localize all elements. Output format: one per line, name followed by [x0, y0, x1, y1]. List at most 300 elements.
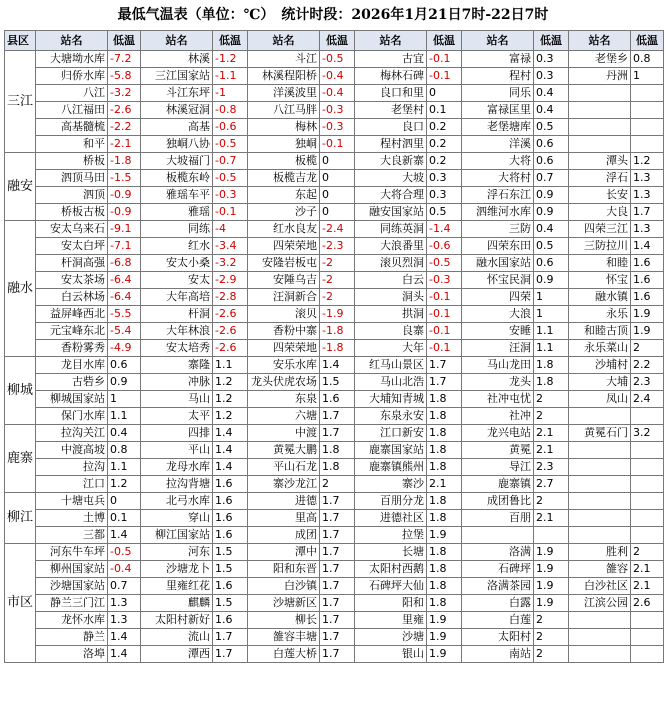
- station-name-cell: 沙埔村: [569, 357, 631, 374]
- station-name-cell: 江口: [36, 476, 108, 493]
- min-temp-cell: -1.1: [213, 68, 248, 85]
- table-row: [5, 391, 664, 408]
- min-temp-cell: -2.6: [213, 323, 248, 340]
- station-name-cell: 桥板: [36, 153, 108, 170]
- station-name-cell: 老堡塘库: [462, 119, 534, 136]
- station-name-cell: 拉沟背塘: [141, 476, 213, 493]
- min-temp-cell: -2.3: [320, 238, 355, 255]
- station-name-cell: 三江国家站: [141, 68, 213, 85]
- min-temp-cell: 1.8: [427, 425, 462, 442]
- min-temp-cell: [534, 527, 569, 544]
- station-name-cell: 东起: [248, 187, 320, 204]
- station-name-cell: 柳江国家站: [141, 527, 213, 544]
- min-temp-cell: 0.3: [427, 187, 462, 204]
- station-name-cell: 龙头: [462, 374, 534, 391]
- station-name-cell: 板榄东岭: [141, 170, 213, 187]
- table-row: [5, 442, 664, 459]
- min-temp-cell: 1.7: [320, 510, 355, 527]
- station-name-cell: 泗顶马田: [36, 170, 108, 187]
- min-temp-cell: 0: [320, 170, 355, 187]
- station-name-cell: 静兰: [36, 629, 108, 646]
- station-name-cell: 中渡高坡: [36, 442, 108, 459]
- station-name-cell: 汪洞: [462, 340, 534, 357]
- min-temp-cell: 1.5: [213, 544, 248, 561]
- min-temp-cell: 1.8: [534, 357, 569, 374]
- min-temp-cell: 0: [320, 153, 355, 170]
- min-temp-cell: -2.8: [213, 289, 248, 306]
- min-temp-cell: 0: [320, 187, 355, 204]
- header-station: 站名: [141, 31, 213, 51]
- min-temp-cell: 1.3: [631, 221, 664, 238]
- station-name-cell: 怀宝: [569, 272, 631, 289]
- min-temp-cell: 1.8: [427, 595, 462, 612]
- min-temp-cell: 1.9: [427, 612, 462, 629]
- station-name-cell: 拱洞: [355, 306, 427, 323]
- station-name-cell: 同乐: [462, 85, 534, 102]
- min-temp-cell: -5.8: [108, 68, 141, 85]
- station-name-cell: 大埔: [569, 374, 631, 391]
- min-temp-cell: 2: [320, 476, 355, 493]
- min-temp-cell: 0.6: [534, 255, 569, 272]
- station-name-cell: 沙塘新区: [248, 595, 320, 612]
- station-name-cell: 马山: [141, 391, 213, 408]
- station-name-cell: 河东: [141, 544, 213, 561]
- station-name-cell: 南站: [462, 646, 534, 663]
- min-temp-cell: 1.8: [427, 561, 462, 578]
- min-temp-cell: -1.2: [213, 51, 248, 68]
- min-temp-cell: 1.3: [631, 170, 664, 187]
- station-name-cell: 香粉中寨: [248, 323, 320, 340]
- min-temp-cell: 0.9: [534, 204, 569, 221]
- min-temp-cell: 1.7: [320, 578, 355, 595]
- min-temp-cell: -0.9: [108, 204, 141, 221]
- station-name-cell: 良口和里: [355, 85, 427, 102]
- min-temp-cell: 1.7: [427, 357, 462, 374]
- min-temp-cell: -0.1: [427, 289, 462, 306]
- min-temp-cell: [631, 612, 664, 629]
- station-name-cell: [569, 476, 631, 493]
- station-name-cell: 马山龙田: [462, 357, 534, 374]
- station-name-cell: 雒容丰塘: [248, 629, 320, 646]
- min-temp-cell: -2.6: [213, 340, 248, 357]
- station-name-cell: 大埔知青城: [355, 391, 427, 408]
- min-temp-cell: 0: [320, 204, 355, 221]
- min-temp-cell: 0.3: [427, 170, 462, 187]
- header-temp: 低温: [213, 31, 248, 51]
- min-temp-cell: 0.4: [534, 221, 569, 238]
- station-name-cell: 沙塘: [355, 629, 427, 646]
- station-name-cell: 平山石龙: [248, 459, 320, 476]
- station-name-cell: 百朋: [462, 510, 534, 527]
- min-temp-cell: 1.7: [631, 204, 664, 221]
- min-temp-cell: 1: [534, 306, 569, 323]
- station-name-cell: 益屏峰西北: [36, 306, 108, 323]
- station-name-cell: 梅林: [248, 119, 320, 136]
- station-name-cell: 浮石: [569, 170, 631, 187]
- station-name-cell: 太平: [141, 408, 213, 425]
- station-name-cell: 凤山: [569, 391, 631, 408]
- min-temp-cell: 1.6: [631, 272, 664, 289]
- min-temp-cell: -5.5: [108, 306, 141, 323]
- table-row: [5, 374, 664, 391]
- min-temp-cell: [631, 493, 664, 510]
- min-temp-cell: 1.4: [108, 629, 141, 646]
- station-name-cell: 社冲: [462, 408, 534, 425]
- min-temp-cell: 2.2: [631, 357, 664, 374]
- min-temp-cell: 0.3: [534, 68, 569, 85]
- station-name-cell: 大将村: [462, 170, 534, 187]
- min-temp-cell: 1.7: [320, 544, 355, 561]
- min-temp-cell: 2.3: [534, 459, 569, 476]
- min-temp-cell: -1.8: [320, 323, 355, 340]
- station-name-cell: 汪洞新合: [248, 289, 320, 306]
- min-temp-cell: 1.9: [427, 646, 462, 663]
- station-name-cell: 浮石东江: [462, 187, 534, 204]
- min-temp-cell: -2.6: [108, 102, 141, 119]
- county-cell: 鹿寨: [5, 425, 36, 493]
- station-name-cell: 丹洲: [569, 68, 631, 85]
- min-temp-cell: -0.3: [427, 272, 462, 289]
- min-temp-cell: -1.5: [108, 170, 141, 187]
- min-temp-cell: -1.8: [320, 340, 355, 357]
- station-name-cell: 红水良友: [248, 221, 320, 238]
- station-name-cell: 龙兴电站: [462, 425, 534, 442]
- table-row: [5, 289, 664, 306]
- station-name-cell: 同练英洞: [355, 221, 427, 238]
- table-row: [5, 136, 664, 153]
- station-name-cell: 老堡村: [355, 102, 427, 119]
- station-name-cell: 四荣荣地: [248, 238, 320, 255]
- station-name-cell: 泗顶: [36, 187, 108, 204]
- min-temp-cell: [631, 119, 664, 136]
- station-name-cell: [569, 136, 631, 153]
- station-name-cell: 洋溪波里: [248, 85, 320, 102]
- station-name-cell: 古宜: [355, 51, 427, 68]
- table-row: [5, 476, 664, 493]
- station-name-cell: 红马山景区: [355, 357, 427, 374]
- min-temp-cell: 1.6: [320, 391, 355, 408]
- min-temp-cell: 1.4: [320, 357, 355, 374]
- station-name-cell: 黄冕石门: [569, 425, 631, 442]
- station-name-cell: 里高: [248, 510, 320, 527]
- min-temp-cell: 2.3: [631, 374, 664, 391]
- min-temp-cell: 1.8: [427, 493, 462, 510]
- min-temp-cell: 0.8: [108, 442, 141, 459]
- min-temp-cell: [631, 136, 664, 153]
- min-temp-cell: -3.2: [213, 255, 248, 272]
- min-temp-cell: 1: [108, 391, 141, 408]
- table-row: [5, 221, 664, 238]
- min-temp-cell: 0.7: [534, 170, 569, 187]
- station-name-cell: 十塘屯兵: [36, 493, 108, 510]
- station-name-cell: 滚贝烈洞: [355, 255, 427, 272]
- min-temp-cell: 2.1: [631, 578, 664, 595]
- station-name-cell: 大年高培: [141, 289, 213, 306]
- min-temp-cell: -5.4: [108, 323, 141, 340]
- station-name-cell: 保门水库: [36, 408, 108, 425]
- station-name-cell: 永乐菜山: [569, 340, 631, 357]
- table-row: [5, 306, 664, 323]
- station-name-cell: 大浪番里: [355, 238, 427, 255]
- station-name-cell: 龙头伏虎农场: [248, 374, 320, 391]
- station-name-cell: 雅瑶车平: [141, 187, 213, 204]
- station-name-cell: 林溪: [141, 51, 213, 68]
- min-temp-cell: 1.7: [320, 425, 355, 442]
- header-county: 县区: [5, 31, 36, 51]
- min-temp-cell: 0.9: [534, 187, 569, 204]
- station-name-cell: 大良新寨: [355, 153, 427, 170]
- min-temp-cell: -0.5: [213, 170, 248, 187]
- station-name-cell: 安太: [141, 272, 213, 289]
- station-name-cell: 石碑坪: [462, 561, 534, 578]
- min-temp-cell: 0.1: [427, 102, 462, 119]
- station-name-cell: 洛满: [462, 544, 534, 561]
- min-temp-cell: 1.6: [213, 476, 248, 493]
- station-name-cell: 同练: [141, 221, 213, 238]
- table-row: [5, 510, 664, 527]
- min-temp-cell: 1.1: [213, 357, 248, 374]
- min-temp-cell: -0.1: [427, 51, 462, 68]
- min-temperature-table: [4, 30, 664, 663]
- min-temp-cell: -6.4: [108, 289, 141, 306]
- station-name-cell: 四荣荣地: [248, 340, 320, 357]
- min-temp-cell: 0.3: [534, 51, 569, 68]
- min-temp-cell: -0.1: [427, 323, 462, 340]
- station-name-cell: 太阳村西鹅: [355, 561, 427, 578]
- min-temp-cell: 0.2: [427, 153, 462, 170]
- station-name-cell: 黄冕大鹏: [248, 442, 320, 459]
- min-temp-cell: 2: [534, 493, 569, 510]
- min-temp-cell: -6.4: [108, 272, 141, 289]
- table-row: [5, 340, 664, 357]
- table-row: [5, 527, 664, 544]
- min-temp-cell: 1.6: [213, 527, 248, 544]
- table-row: [5, 612, 664, 629]
- station-name-cell: [569, 102, 631, 119]
- station-name-cell: 拉堡: [355, 527, 427, 544]
- min-temp-cell: 1.8: [427, 459, 462, 476]
- station-name-cell: [569, 85, 631, 102]
- table-row: [5, 255, 664, 272]
- station-name-cell: 中渡: [248, 425, 320, 442]
- station-name-cell: 鹿寨国家站: [355, 442, 427, 459]
- station-name-cell: 八江福田: [36, 102, 108, 119]
- min-temp-cell: -0.5: [427, 255, 462, 272]
- min-temp-cell: 1.4: [213, 425, 248, 442]
- min-temp-cell: 1.9: [534, 595, 569, 612]
- min-temp-cell: 0.6: [534, 153, 569, 170]
- station-name-cell: 寨隆: [141, 357, 213, 374]
- table-row: [5, 102, 664, 119]
- min-temp-cell: 0.6: [108, 357, 141, 374]
- min-temp-cell: [631, 408, 664, 425]
- station-name-cell: [569, 442, 631, 459]
- station-name-cell: 白云: [355, 272, 427, 289]
- min-temp-cell: [631, 459, 664, 476]
- min-temp-cell: 1.7: [320, 595, 355, 612]
- station-name-cell: 大良: [569, 204, 631, 221]
- table-row: [5, 595, 664, 612]
- station-name-cell: 良寨: [355, 323, 427, 340]
- station-name-cell: 江口新安: [355, 425, 427, 442]
- station-name-cell: 百朋分龙: [355, 493, 427, 510]
- station-name-cell: 安太白坪: [36, 238, 108, 255]
- station-name-cell: 大将: [462, 153, 534, 170]
- station-name-cell: 长塘: [355, 544, 427, 561]
- station-name-cell: [569, 510, 631, 527]
- station-name-cell: 导江: [462, 459, 534, 476]
- min-temp-cell: 2.4: [631, 391, 664, 408]
- min-temp-cell: 0.1: [108, 510, 141, 527]
- min-temp-cell: -0.1: [320, 136, 355, 153]
- station-name-cell: 永乐: [569, 306, 631, 323]
- station-name-cell: 安太乌来石: [36, 221, 108, 238]
- min-temp-cell: -2: [320, 272, 355, 289]
- min-temp-cell: -9.1: [108, 221, 141, 238]
- min-temp-cell: -2.6: [213, 306, 248, 323]
- station-name-cell: 柳州国家站: [36, 561, 108, 578]
- table-row: [5, 204, 664, 221]
- station-name-cell: 安乐水库: [248, 357, 320, 374]
- min-temp-cell: 3.2: [631, 425, 664, 442]
- station-name-cell: 富禄匡里: [462, 102, 534, 119]
- station-name-cell: 林溪冠洞: [141, 102, 213, 119]
- min-temp-cell: 1: [631, 68, 664, 85]
- station-name-cell: 安陲乌吉: [248, 272, 320, 289]
- min-temp-cell: -0.1: [427, 68, 462, 85]
- min-temp-cell: -2.2: [108, 119, 141, 136]
- min-temp-cell: 1.5: [213, 561, 248, 578]
- table-row: [5, 85, 664, 102]
- min-temp-cell: -6.8: [108, 255, 141, 272]
- min-temp-cell: -1: [213, 85, 248, 102]
- min-temp-cell: 1.4: [108, 646, 141, 663]
- station-name-cell: 富禄: [462, 51, 534, 68]
- station-name-cell: 成团鲁比: [462, 493, 534, 510]
- station-name-cell: 土博: [36, 510, 108, 527]
- min-temp-cell: -2.9: [213, 272, 248, 289]
- min-temp-cell: 1.8: [427, 442, 462, 459]
- station-name-cell: 融水国家站: [462, 255, 534, 272]
- station-name-cell: 大年林浪: [141, 323, 213, 340]
- station-name-cell: 太阳村新好: [141, 612, 213, 629]
- station-name-cell: 杆洞高强: [36, 255, 108, 272]
- station-name-cell: 四荣: [462, 289, 534, 306]
- station-name-cell: 银山: [355, 646, 427, 663]
- station-name-cell: 流山: [141, 629, 213, 646]
- station-name-cell: 大将合理: [355, 187, 427, 204]
- station-name-cell: 独峒: [248, 136, 320, 153]
- station-name-cell: 寨沙: [355, 476, 427, 493]
- min-temp-cell: -1.8: [108, 153, 141, 170]
- station-name-cell: 阳和: [355, 595, 427, 612]
- station-name-cell: 独峒八协: [141, 136, 213, 153]
- table-row: [5, 153, 664, 170]
- county-cell: 柳城: [5, 357, 36, 425]
- station-name-cell: [569, 629, 631, 646]
- min-temp-cell: 2: [534, 646, 569, 663]
- min-temp-cell: 1.8: [320, 459, 355, 476]
- station-name-cell: 高基髓梳: [36, 119, 108, 136]
- min-temp-cell: -0.6: [213, 119, 248, 136]
- min-temp-cell: 1.8: [427, 544, 462, 561]
- station-name-cell: 大坡: [355, 170, 427, 187]
- header-station: 站名: [248, 31, 320, 51]
- station-name-cell: 古砦乡: [36, 374, 108, 391]
- station-name-cell: 东泉永安: [355, 408, 427, 425]
- station-name-cell: 良口: [355, 119, 427, 136]
- min-temp-cell: -0.5: [108, 544, 141, 561]
- min-temp-cell: -2: [320, 289, 355, 306]
- station-name-cell: 进德社区: [355, 510, 427, 527]
- station-name-cell: 太阳村: [462, 629, 534, 646]
- min-temp-cell: 2.1: [427, 476, 462, 493]
- min-temp-cell: [631, 527, 664, 544]
- station-name-cell: 归侨水库: [36, 68, 108, 85]
- station-name-cell: 大浪: [462, 306, 534, 323]
- header-temp: 低温: [534, 31, 569, 51]
- min-temp-cell: -0.1: [427, 340, 462, 357]
- station-name-cell: 胜利: [569, 544, 631, 561]
- min-temp-cell: 0: [427, 85, 462, 102]
- min-temp-cell: 1.9: [534, 578, 569, 595]
- station-name-cell: 雒容: [569, 561, 631, 578]
- min-temp-cell: 1.7: [320, 612, 355, 629]
- header-temp: 低温: [631, 31, 664, 51]
- county-cell: 三江: [5, 51, 36, 153]
- min-temp-cell: 1.8: [427, 578, 462, 595]
- station-name-cell: 大塘坳水库: [36, 51, 108, 68]
- min-temp-cell: 0.4: [534, 102, 569, 119]
- min-temp-cell: -0.4: [320, 68, 355, 85]
- min-temp-cell: 1.8: [427, 391, 462, 408]
- min-temp-cell: 0.6: [534, 136, 569, 153]
- min-temp-cell: -0.3: [320, 102, 355, 119]
- min-temp-cell: 1.5: [213, 595, 248, 612]
- header-station: 站名: [462, 31, 534, 51]
- station-name-cell: 柳城国家站: [36, 391, 108, 408]
- min-temp-cell: 1.3: [631, 187, 664, 204]
- min-temp-cell: 1.2: [213, 408, 248, 425]
- station-name-cell: 板榄: [248, 153, 320, 170]
- station-name-cell: 白莲: [462, 612, 534, 629]
- min-temp-cell: -0.1: [427, 306, 462, 323]
- table-row: [5, 187, 664, 204]
- min-temp-cell: -0.3: [320, 119, 355, 136]
- min-temp-cell: 1: [534, 289, 569, 306]
- min-temp-cell: 0.4: [534, 85, 569, 102]
- station-name-cell: 八江马胖: [248, 102, 320, 119]
- station-name-cell: 白莲大桥: [248, 646, 320, 663]
- min-temp-cell: 1.3: [108, 595, 141, 612]
- min-temp-cell: 1.6: [631, 289, 664, 306]
- min-temp-cell: 0.5: [534, 238, 569, 255]
- station-name-cell: [569, 408, 631, 425]
- station-name-cell: 黄冕: [462, 442, 534, 459]
- min-temp-cell: [631, 442, 664, 459]
- station-name-cell: 斗江: [248, 51, 320, 68]
- min-temp-cell: -1.9: [320, 306, 355, 323]
- station-name-cell: 洛满茶园: [462, 578, 534, 595]
- station-name-cell: 安隆岩板屯: [248, 255, 320, 272]
- min-temp-cell: 1.9: [427, 629, 462, 646]
- min-temp-cell: -4.9: [108, 340, 141, 357]
- table-row: [5, 323, 664, 340]
- min-temp-cell: 1.7: [213, 646, 248, 663]
- header-station: 站名: [355, 31, 427, 51]
- station-name-cell: 四荣东田: [462, 238, 534, 255]
- station-name-cell: 北弓水库: [141, 493, 213, 510]
